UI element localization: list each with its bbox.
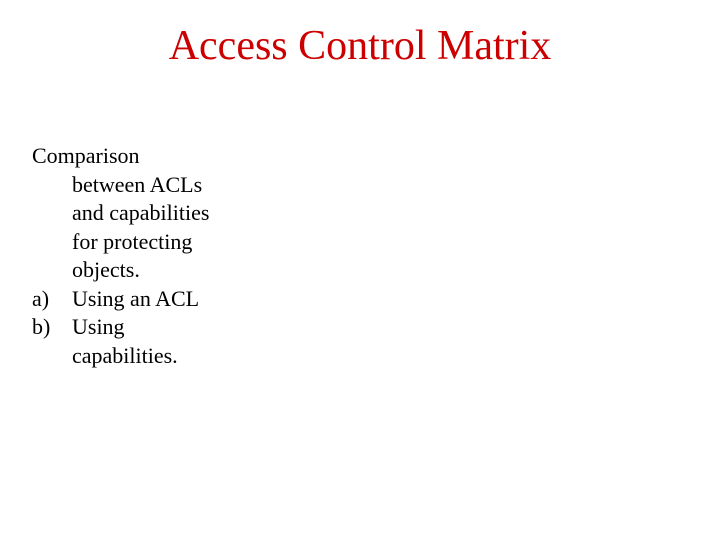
slide-body bbox=[32, 142, 332, 370]
intro-line: for protecting bbox=[72, 228, 193, 254]
intro-line: between ACLs bbox=[72, 171, 203, 197]
list-item-a bbox=[32, 285, 332, 314]
list-marker: b) bbox=[32, 314, 51, 339]
list-marker: a) bbox=[32, 285, 50, 311]
list-item-b bbox=[32, 313, 332, 342]
intro-line: and capabilities bbox=[72, 200, 210, 225]
intro-line: Comparison bbox=[32, 143, 140, 168]
list-item-text: Using an ACL bbox=[72, 285, 200, 311]
list-item-text: Using bbox=[72, 314, 125, 339]
list-item-text-continued: capabilities. bbox=[72, 342, 178, 368]
slide-title: Access Control Matrix bbox=[168, 23, 552, 69]
intro-line: objects. bbox=[72, 257, 140, 282]
